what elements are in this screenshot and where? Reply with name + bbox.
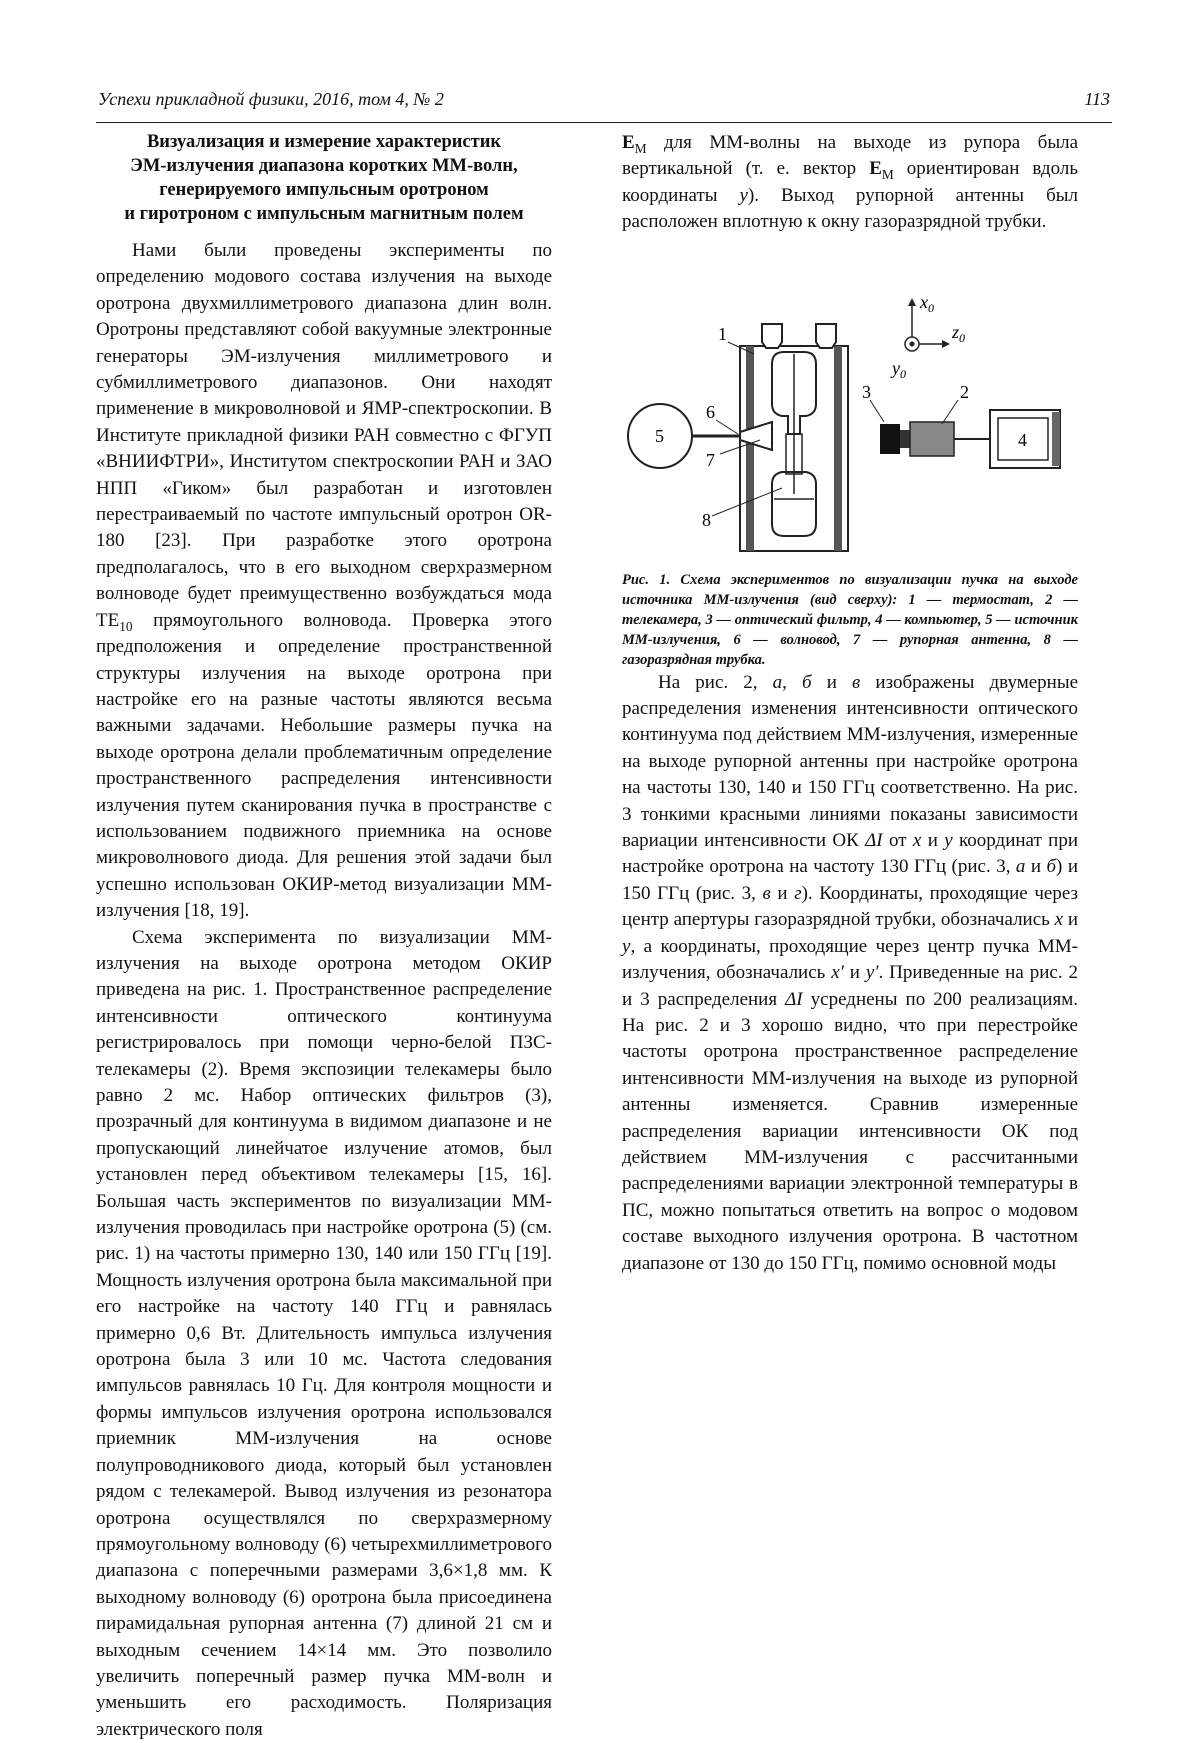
italic-var: в: [852, 671, 861, 693]
lens: [900, 430, 910, 448]
leader-6: [716, 420, 738, 434]
text-run: координат при настройке оротрона на частоту 130 ГГц (рис. 3,: [622, 830, 1079, 878]
socket-right: [816, 324, 836, 348]
leader-3: [870, 400, 884, 422]
text-run: и: [1063, 909, 1078, 931]
camera: [910, 422, 954, 456]
text-run: и: [811, 671, 853, 693]
axis-z-arrow: [942, 340, 950, 348]
italic-var: y: [944, 830, 953, 852]
axis-y-dot: [910, 341, 915, 346]
title-line: генерируемого импульсным оротроном: [159, 180, 489, 200]
figure-1: [622, 294, 1078, 554]
italic-var: y′: [865, 962, 879, 984]
vector-E: E: [622, 132, 635, 153]
label-2: 2: [960, 381, 969, 402]
subscript: М: [881, 167, 894, 183]
text-run: ) и 150 ГГц (рис. 3,: [622, 856, 1078, 904]
italic-var: б: [1046, 856, 1057, 878]
italic-var: y: [622, 935, 631, 957]
vector-E: E: [869, 158, 882, 180]
label-7: 7: [706, 449, 715, 470]
text-run: Схема эксперимента по визуализации ММ-излучения на выходе оротрона методом ОКИР приведена на рис. 1. Пространственное распределение интенсивности оптического континуума регистрировалось при помощи черно-белой ПЗС-телекамеры (2). Время экспозиции телекамеры было равно 2 мс. Набор оптических фильтров (3), прозрачный для континуума в видимом диапазоне и не пропускающий линейчатое излучение атомов, был установлен перед объективом телекамеры [15, 16]. Большая часть экспериментов по визуализации ММ-излучения проводилась при настройке оротрона (5) (см. рис. 1) на частоты примерно 130, 140 или 150 ГГц [19]. Мощность излучения оротрона была максимальной при его настройке на частоту 140 ГГц и равнялась примерно 0,6 Вт. Длительность импульса излучения оротрона была 3 или 10 мс. Частота следования импульсов равнялась 10 Гц. Для контроля мощности и формы импульсов излучения оротрона использовался приемник ММ-излучения на основе полупроводникового диода, который был установлен рядом с телекамерой. Вывод излучения из резонатора оротрона осуществлялся по сверхразмерному прямоугольному волноводу (6) четырехмиллиметрового диапазона с поперечными размерами 3,6×1,8 мм. К выходному волноводу (6) оротрона была присоединена пирамидальная рупорная антенна (7) длиной 21 см и выходным сечением 14×14 мм. Это позволило увеличить поперечный размер пучка ММ-волн и уменьшить его расходимость. Поляризация электрического поля: [96, 926, 552, 1740]
italic-var: x: [1054, 909, 1064, 931]
label-3: 3: [862, 381, 871, 402]
text-run: и: [1025, 856, 1047, 878]
subscript: М: [634, 140, 647, 156]
right-column: [622, 130, 1078, 1277]
axis-y-label: $y_0$: [892, 357, 906, 381]
axis-x-arrow: [908, 298, 916, 306]
text-run: и: [770, 882, 795, 904]
italic-var: б: [802, 671, 812, 693]
text-run: ). Координаты, проходящие через центр апертуры газоразрядной трубки, обозначались: [622, 882, 1078, 931]
label-5: 5: [655, 425, 664, 446]
running-head: [98, 88, 1110, 110]
text-run: прямоугольного волновода. Проверка этого предположения и определение пространственной структуры излучения на выходе оротрона при настройке его на разные частоты являются весьма важными задачами. Небольшие размеры пучка на выходе оротрона делали проблематичным определение пространственного распределения интенсивности излучения путем сканирования пучка в пространстве с использованием подвижного приемника на основе микроволнового диода. Для решения этой задачи был успешно использован ОКИР-метод визуализации ММ-излучения [18, 19].: [96, 609, 552, 922]
paragraph-intro: [96, 238, 552, 925]
journal-title: Успехи прикладной физики, 2016, том 4, № 2: [98, 89, 444, 109]
text-run: . Приведенные на рис. 2 и 3 распределения: [622, 962, 1079, 1010]
text-run: и: [843, 962, 866, 984]
text-run: ориентирован вдоль координаты: [622, 158, 1078, 206]
monitor-side: [1052, 412, 1060, 466]
text-run: На рис. 2,: [658, 671, 773, 693]
paragraph-setup: [96, 925, 552, 1743]
text-run: для ММ-волны на выходе из рупора была вертикальной (т. е. вектор: [622, 132, 1078, 180]
label-4: 4: [1018, 429, 1027, 450]
header-rule: [96, 122, 1112, 123]
paragraph-results: [622, 670, 1078, 1277]
label-6: 6: [706, 401, 715, 422]
page-number: 113: [1084, 89, 1110, 109]
italic-var: x: [912, 830, 922, 852]
figure-caption: Рис. 1. Схема экспериментов по визуализации пучка на выходе источника ММ-излучения (вид сверху): 1 — термостат, 2 — телекамера, 3 — оптический фильтр, 4 — компьютер, 5 — источник ММ-излучения, 6 — волновод, 7 — рупорная антенна, 8 — газоразрядная трубка.: [622, 571, 1078, 668]
text-run: усреднены по 200 реализациям. На рис. 2 и 3 хорошо видно, что при перестройке частоты оротрона пространственное распределение интенсивности ММ-излучения на выходе из рупорной антенны изменяется. Сравнив измеренные распределения вариации интенсивности ОК под действием ММ-излучения с рассчитанными распределениями вариации электронной температуры в ПС, можно попытаться ответить на вопрос о модовом составе выходного излучения оротрона. В частотном диапазоне от 130 до 150 ГГц, помимо основной моды: [622, 988, 1078, 1274]
label-8: 8: [702, 509, 711, 530]
title-line: и гиротроном с импульсным магнитным полем: [124, 204, 524, 224]
thermostat-wall-right: [834, 346, 842, 551]
text-run: от: [882, 830, 913, 852]
italic-var: г: [794, 882, 802, 904]
text-run: Нами были проведены эксперименты по определению модового состава излучения на выходе оротрона двухмиллиметрового диапазона длин волн. Оротроны представляют собой вакуумные электронные генераторы ЭМ-излучения миллиметрового и субмиллиметрового диапазонов. Они находят применение в микроволновой и ЯМР-спектроскопии. В Институте прикладной физики РАН совместно с ФГУП «ВНИИФТРИ», Институтом спектроскопии РАН и ЗАО НПП «Гиком» был разработан и изготовлен перестраиваемый по частоте импульсный оротрон OR-180 [23]. При разработке этого оротрона предполагалось, что в его выходном сверхразмерном волноводе будет преимущественно возбуждаться мода TE: [96, 240, 552, 631]
thermostat-wall-left: [746, 346, 754, 551]
experiment-diagram: [622, 294, 1078, 554]
socket-left: [762, 324, 782, 348]
axis-z-label: $z_0$: [952, 321, 966, 345]
italic-var: а: [1015, 856, 1026, 878]
subscript: 10: [119, 618, 133, 634]
text-run: , а координаты, проходящие через центр пучка ММ-излучения, обозначались: [622, 935, 1078, 984]
article-title: [96, 130, 552, 226]
title-line: ЭМ-излучения диапазона коротких ММ-волн,: [130, 156, 518, 176]
italic-var: ΔI: [785, 988, 803, 1010]
text-run: изображены двумерные распределения изменения интенсивности оптического континуума под действием ММ-излучения, измеренные на выходе рупорной антенны при настройке оротрона на частоты 130, 140 и 150 ГГц соответственно. На рис. 3 тонкими красными линиями показаны зависимости вариации интенсивности ОК: [622, 671, 1079, 852]
text-run: и: [921, 830, 945, 852]
text-run: ,: [782, 671, 803, 693]
leader-2: [942, 400, 958, 424]
text-run: ). Выход рупорной антенны был расположен вплотную к окну газоразрядной трубки.: [622, 184, 1078, 233]
italic-var: а: [772, 671, 783, 693]
axis-x-label: $x_0$: [920, 293, 934, 315]
title-line: Визуализация и измерение характеристик: [146, 132, 502, 152]
italic-var: y: [739, 184, 748, 206]
paragraph-setup-continued: [622, 130, 1078, 236]
optical-filter: [880, 424, 900, 454]
italic-var: x′: [831, 962, 844, 984]
italic-var: в: [762, 882, 771, 904]
label-1: 1: [718, 323, 727, 344]
left-column: [96, 130, 552, 1743]
italic-var: ΔI: [865, 830, 883, 852]
